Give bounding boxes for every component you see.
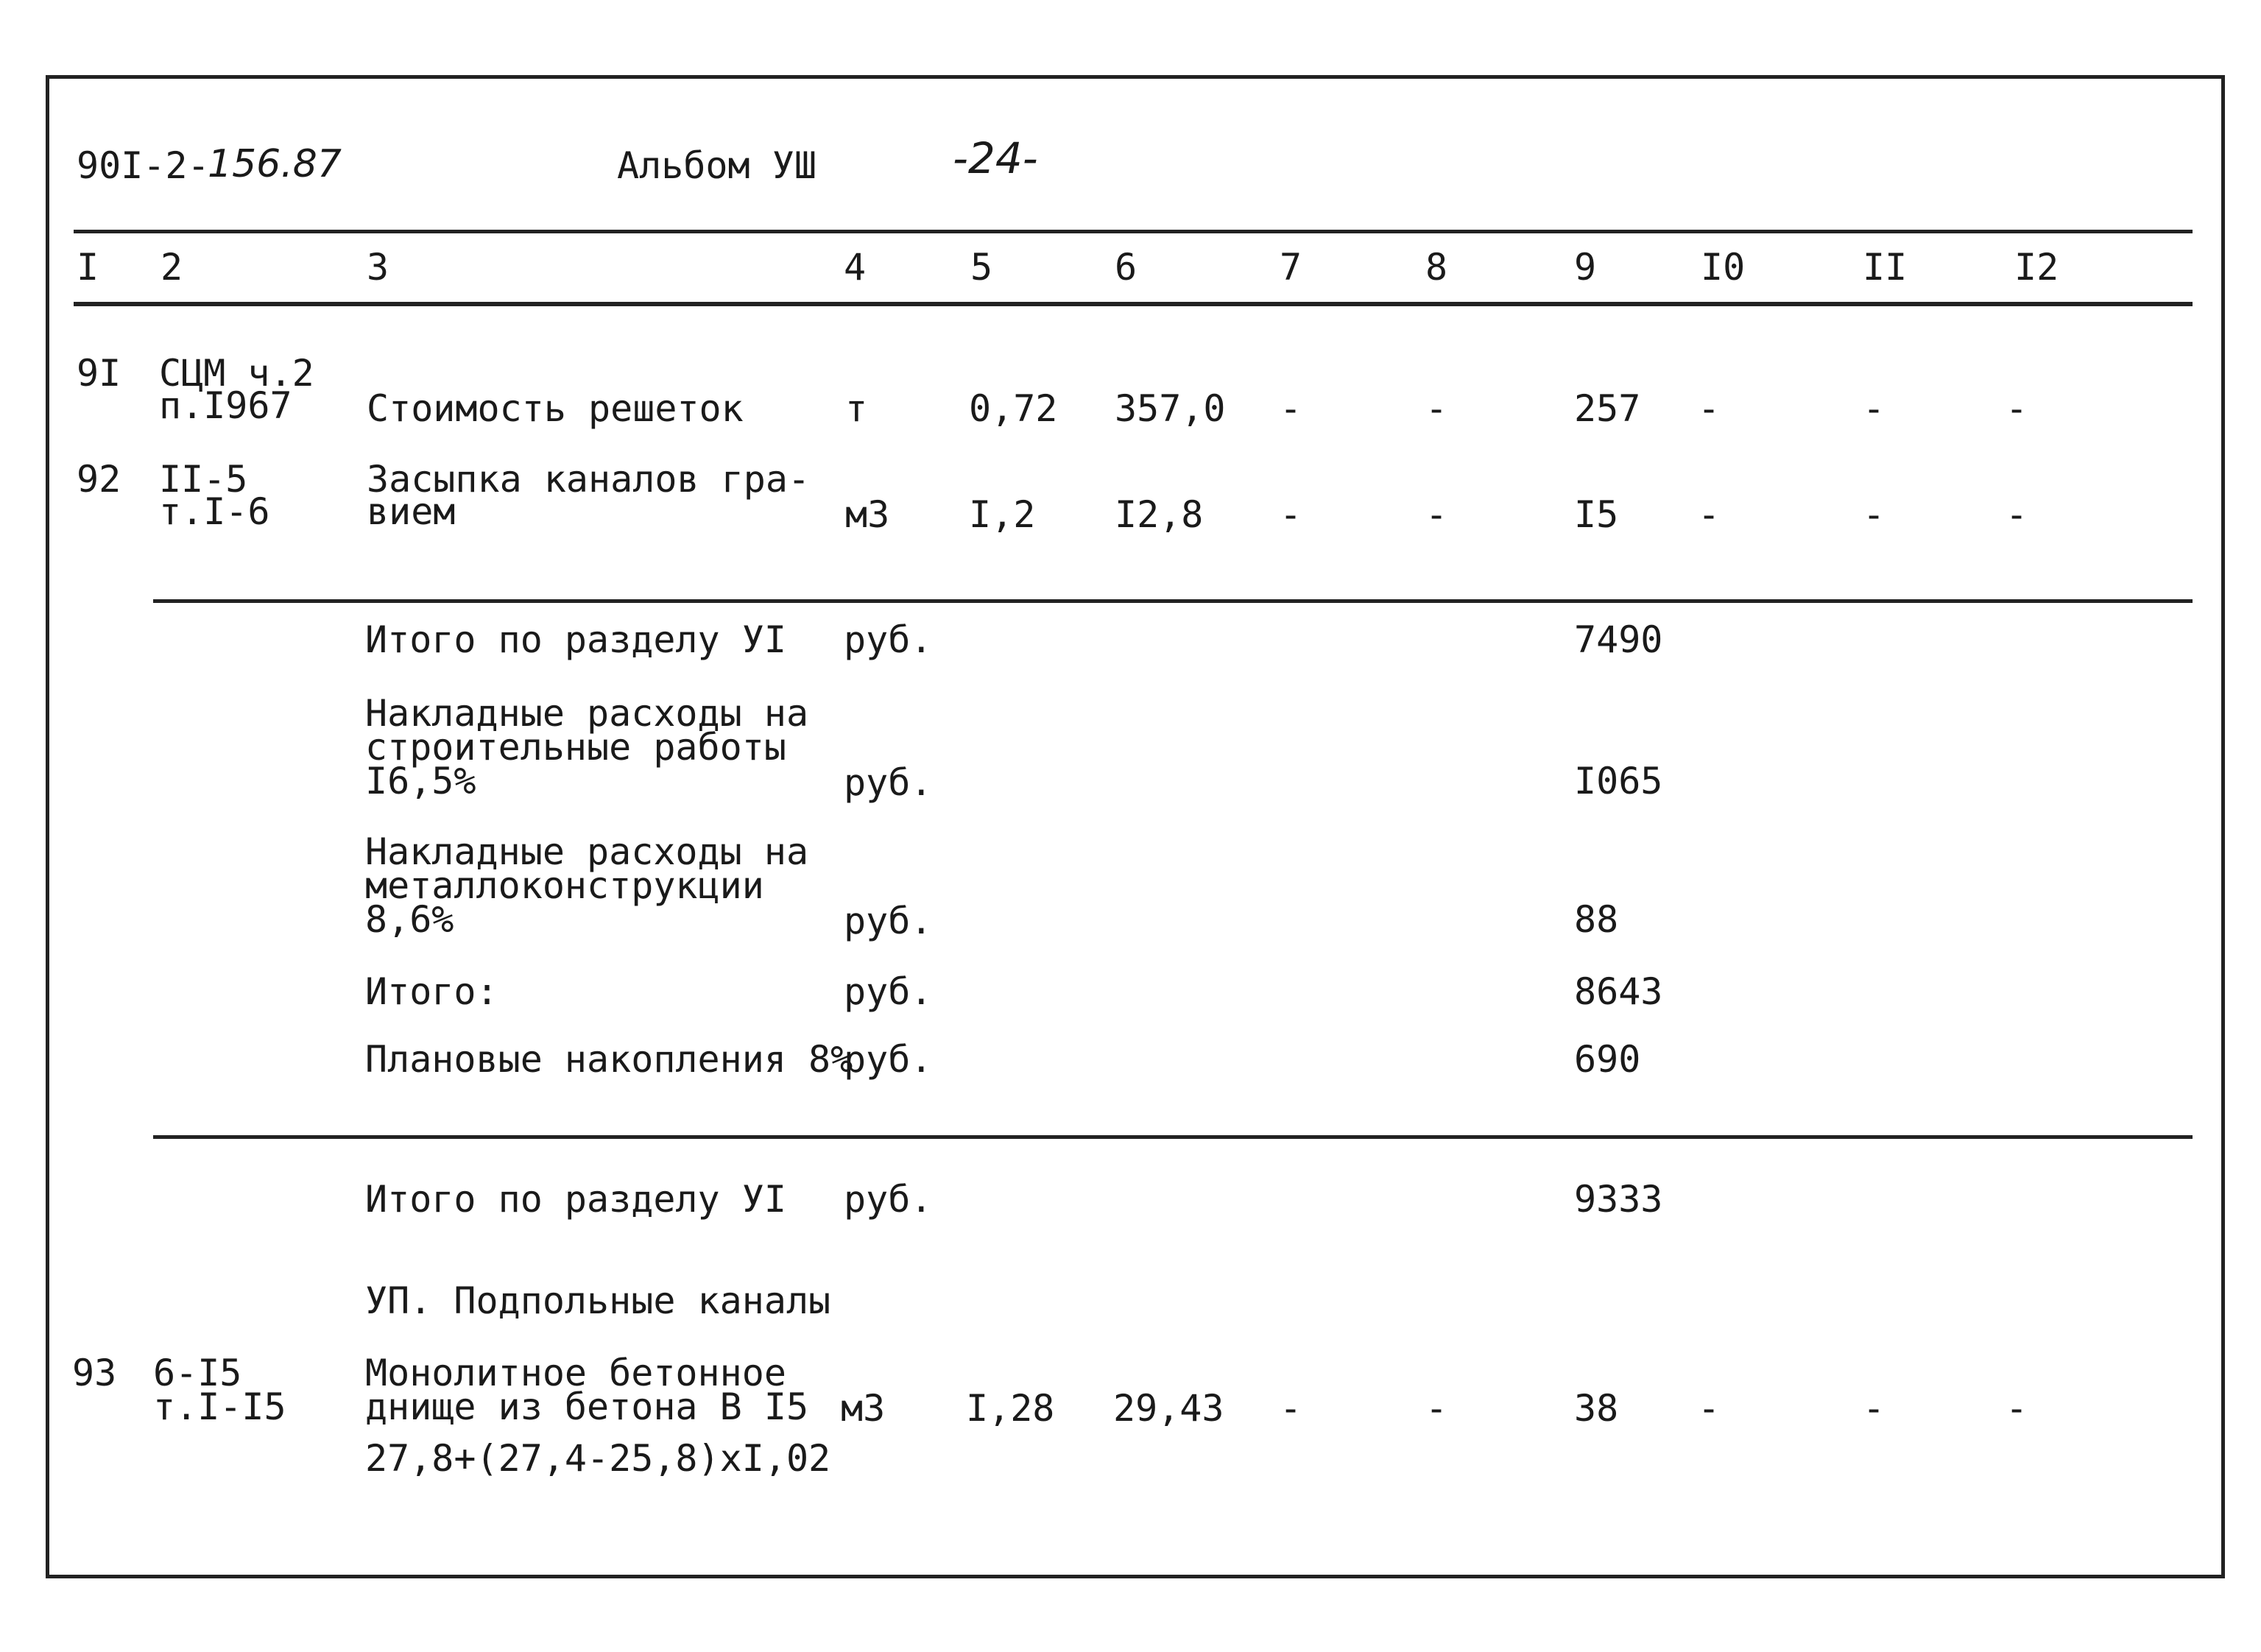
row-number: 92 bbox=[77, 458, 121, 501]
norm-code: СЦМ ч.2 bbox=[159, 352, 314, 395]
summary-unit: руб. bbox=[844, 1038, 933, 1081]
summary-value: 690 bbox=[1574, 1038, 1641, 1081]
section-heading: УП. Подпольные каналы bbox=[365, 1279, 831, 1322]
summary-value: 88 bbox=[1574, 898, 1619, 941]
col-header-6: 6 bbox=[1115, 246, 1137, 289]
summary-unit: руб. bbox=[844, 618, 933, 661]
col-header-12: I2 bbox=[2014, 246, 2059, 289]
subtotal-rule-2 bbox=[153, 1135, 2193, 1139]
norm-code: 6-I5 bbox=[153, 1352, 242, 1394]
doc-code: 90I-2- bbox=[77, 144, 210, 187]
header-rule-bottom bbox=[74, 302, 2193, 306]
cell-8: - bbox=[1425, 1387, 1448, 1430]
summary-label-line2: строительные работы bbox=[365, 726, 786, 769]
album-label: Альбом УШ bbox=[617, 144, 816, 187]
cell-10: - bbox=[1698, 387, 1721, 430]
unit: т bbox=[845, 387, 868, 430]
col-header-5: 5 bbox=[970, 246, 993, 289]
cell-8: - bbox=[1425, 493, 1448, 536]
work-name-line2: вием bbox=[367, 490, 456, 533]
cell-12: - bbox=[2006, 493, 2028, 536]
unit-price: I2,8 bbox=[1115, 493, 1204, 536]
norm-code: II-5 bbox=[159, 458, 248, 501]
row-number: 93 bbox=[72, 1352, 117, 1394]
cell-11: - bbox=[1863, 493, 1886, 536]
summary-value: 7490 bbox=[1574, 618, 1663, 661]
norm-code-line2: т.I-6 bbox=[159, 490, 270, 533]
summary-label: Итого: bbox=[365, 970, 498, 1013]
work-name-formula: 27,8+(27,4-25,8)хI,02 bbox=[365, 1437, 831, 1480]
unit-price: 29,43 bbox=[1113, 1387, 1224, 1430]
col-header-1: I bbox=[77, 246, 99, 289]
work-name: Засыпка каналов гра- bbox=[367, 458, 811, 501]
col-header-3: 3 bbox=[367, 246, 389, 289]
col-header-4: 4 bbox=[844, 246, 867, 289]
page-number: -24- bbox=[953, 133, 1038, 183]
summary-value: I065 bbox=[1574, 760, 1663, 802]
row-number: 9I bbox=[77, 352, 121, 395]
col-header-7: 7 bbox=[1280, 246, 1302, 289]
summary-unit: руб. bbox=[844, 1178, 933, 1221]
cell-7: - bbox=[1280, 1387, 1302, 1430]
col-header-8: 8 bbox=[1425, 246, 1448, 289]
cell-12: - bbox=[2006, 1387, 2028, 1430]
col-header-10: I0 bbox=[1701, 246, 1746, 289]
header-rule-top bbox=[74, 230, 2193, 233]
summary-label: Итого по разделу УI bbox=[365, 618, 786, 661]
total-cost: I5 bbox=[1574, 493, 1619, 536]
cell-7: - bbox=[1280, 387, 1302, 430]
summary-unit: руб. bbox=[844, 900, 933, 942]
summary-label-line3: 8,6% bbox=[365, 898, 454, 941]
work-name: Монолитное бетонное bbox=[365, 1352, 786, 1394]
summary-label: Накладные расходы на bbox=[365, 692, 809, 735]
cell-7: - bbox=[1280, 493, 1302, 536]
summary-unit: руб. bbox=[844, 970, 933, 1013]
summary-value: 9333 bbox=[1574, 1178, 1663, 1221]
col-header-2: 2 bbox=[161, 246, 183, 289]
summary-unit: руб. bbox=[844, 761, 933, 804]
summary-label-line3: I6,5% bbox=[365, 760, 476, 802]
cell-11: - bbox=[1863, 387, 1886, 430]
summary-label-line2: металлоконструкции bbox=[365, 864, 764, 907]
cell-12: - bbox=[2006, 387, 2028, 430]
summary-label: Накладные расходы на bbox=[365, 830, 809, 873]
quantity: I,28 bbox=[966, 1387, 1055, 1430]
subtotal-rule-1 bbox=[153, 599, 2193, 603]
cell-8: - bbox=[1425, 387, 1448, 430]
cell-11: - bbox=[1863, 1387, 1886, 1430]
total-cost: 38 bbox=[1574, 1387, 1619, 1430]
unit-price: 357,0 bbox=[1115, 387, 1226, 430]
norm-code-line2: т.I-I5 bbox=[153, 1386, 286, 1428]
unit: м3 bbox=[841, 1387, 886, 1430]
quantity: I,2 bbox=[969, 493, 1036, 536]
work-name-line2: днище из бетона В I5 bbox=[365, 1386, 809, 1428]
unit: м3 bbox=[845, 493, 890, 536]
doc-code-handwritten: 156.87 bbox=[208, 142, 342, 186]
summary-value: 8643 bbox=[1574, 970, 1663, 1013]
total-cost: 257 bbox=[1574, 387, 1641, 430]
col-header-11: II bbox=[1863, 246, 1908, 289]
col-header-9: 9 bbox=[1574, 246, 1597, 289]
norm-code-line2: п.I967 bbox=[159, 384, 292, 427]
summary-label: Итого по разделу УI bbox=[365, 1178, 786, 1221]
cell-10: - bbox=[1698, 493, 1721, 536]
quantity: 0,72 bbox=[969, 387, 1058, 430]
summary-label: Плановые накопления 8% bbox=[365, 1038, 853, 1081]
cell-10: - bbox=[1698, 1387, 1721, 1430]
work-name: Стоимость решеток bbox=[367, 387, 744, 430]
